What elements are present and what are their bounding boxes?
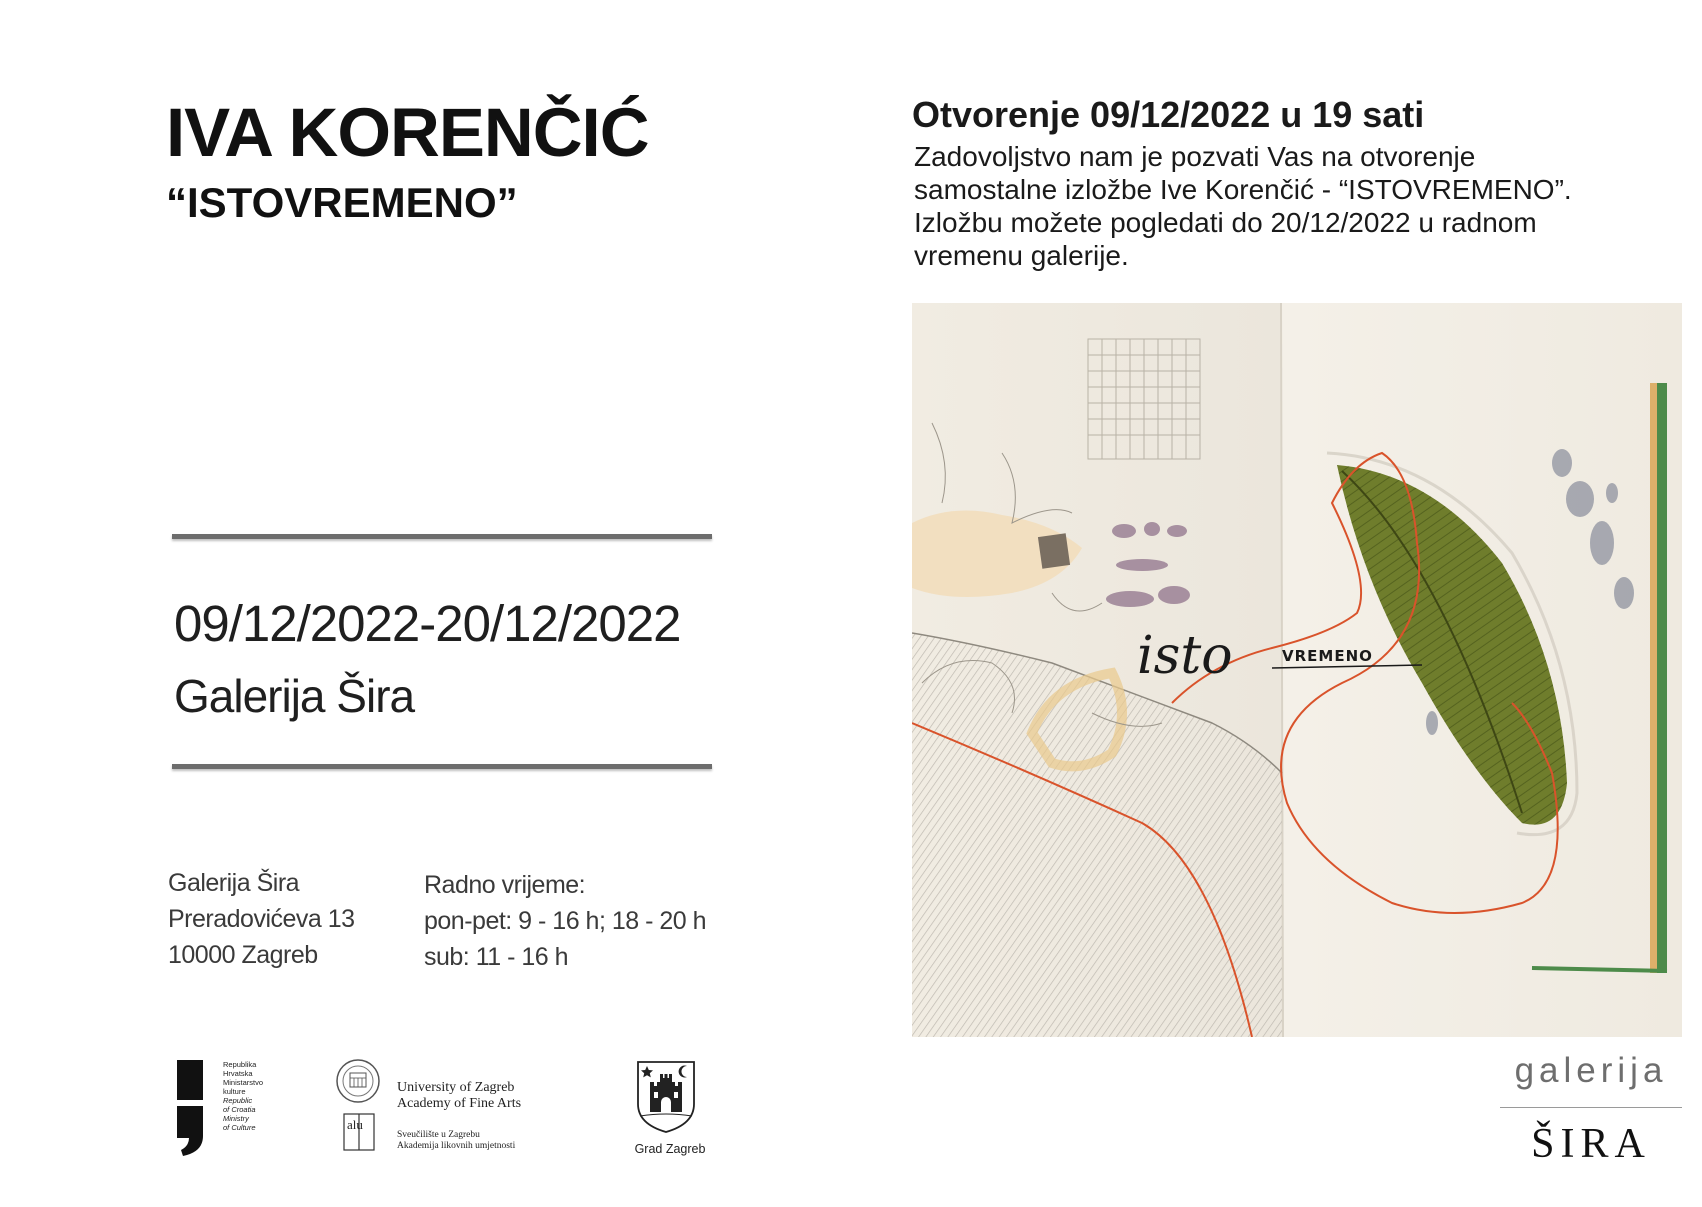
invitation-line: vremenu galerije. bbox=[914, 240, 1129, 271]
artist-name: IVA KORENČIĆ bbox=[166, 94, 649, 171]
exhibition-dates: 09/12/2022-20/12/2022 bbox=[174, 595, 681, 652]
hours-weekdays: pon-pet: 9 - 16 h; 18 - 20 h bbox=[424, 907, 707, 935]
gallery-sira-logo bbox=[1500, 1053, 1682, 1173]
invitation-line: Zadovoljstvo nam je pozvati Vas na otvorenje bbox=[914, 141, 1476, 172]
divider-top bbox=[172, 534, 712, 539]
address-line: 10000 Zagreb bbox=[168, 941, 318, 969]
ministry-mark-square-icon bbox=[177, 1060, 203, 1100]
gallery-logo-divider bbox=[1500, 1107, 1682, 1108]
city-of-zagreb-logo bbox=[632, 1060, 712, 1160]
artwork-caps-word: VREMENO bbox=[1282, 647, 1373, 665]
ministry-text: Republika Hrvatska Ministarstvo kulture Republic of Croatia Ministry of Culture bbox=[223, 1060, 264, 1132]
exhibition-title: “ISTOVREMENO” bbox=[166, 179, 518, 226]
university-name-en: University of Zagreb Academy of Fine Arts bbox=[397, 1080, 522, 1111]
university-name-hr: Sveučilište u Zagrebu Akademija likovnih umjetnosti bbox=[397, 1130, 516, 1151]
hours-label: Radno vrijeme: bbox=[424, 871, 586, 899]
university-seal-icon bbox=[335, 1058, 381, 1104]
hours-saturday: sub: 11 - 16 h bbox=[424, 943, 569, 971]
city-caption: Grad Zagreb bbox=[634, 1142, 706, 1156]
invitation-text bbox=[914, 140, 1674, 272]
opening-title: Otvorenje 09/12/2022 u 19 sati bbox=[912, 94, 1425, 135]
ministry-of-culture-logo bbox=[177, 1060, 277, 1160]
address-block bbox=[168, 865, 355, 973]
ministry-mark-comma-icon bbox=[177, 1106, 203, 1156]
artwork-image bbox=[912, 303, 1682, 1037]
gallery-word: galerija bbox=[1514, 1051, 1668, 1090]
opening-hours-block bbox=[424, 867, 706, 975]
artwork-script-word: isto bbox=[1137, 626, 1233, 686]
exhibition-venue: Galerija Šira bbox=[174, 670, 415, 722]
invitation-line: samostalne izložbe Ive Korenčić - “ISTOVREMENO”. bbox=[914, 174, 1572, 205]
alu-monogram-letter: alu bbox=[347, 1117, 363, 1132]
alu-monogram-icon bbox=[343, 1113, 375, 1151]
gallery-name: ŠIRA bbox=[1531, 1121, 1651, 1167]
invitation-line: Izložbu možete pogledati do 20/12/2022 u radnom bbox=[914, 207, 1537, 238]
divider-bottom bbox=[172, 764, 712, 769]
zagreb-coat-of-arms-icon bbox=[636, 1060, 696, 1134]
university-logo bbox=[335, 1058, 575, 1158]
address-line: Galerija Šira bbox=[168, 869, 300, 897]
address-line: Preradovićeva 13 bbox=[168, 905, 355, 933]
